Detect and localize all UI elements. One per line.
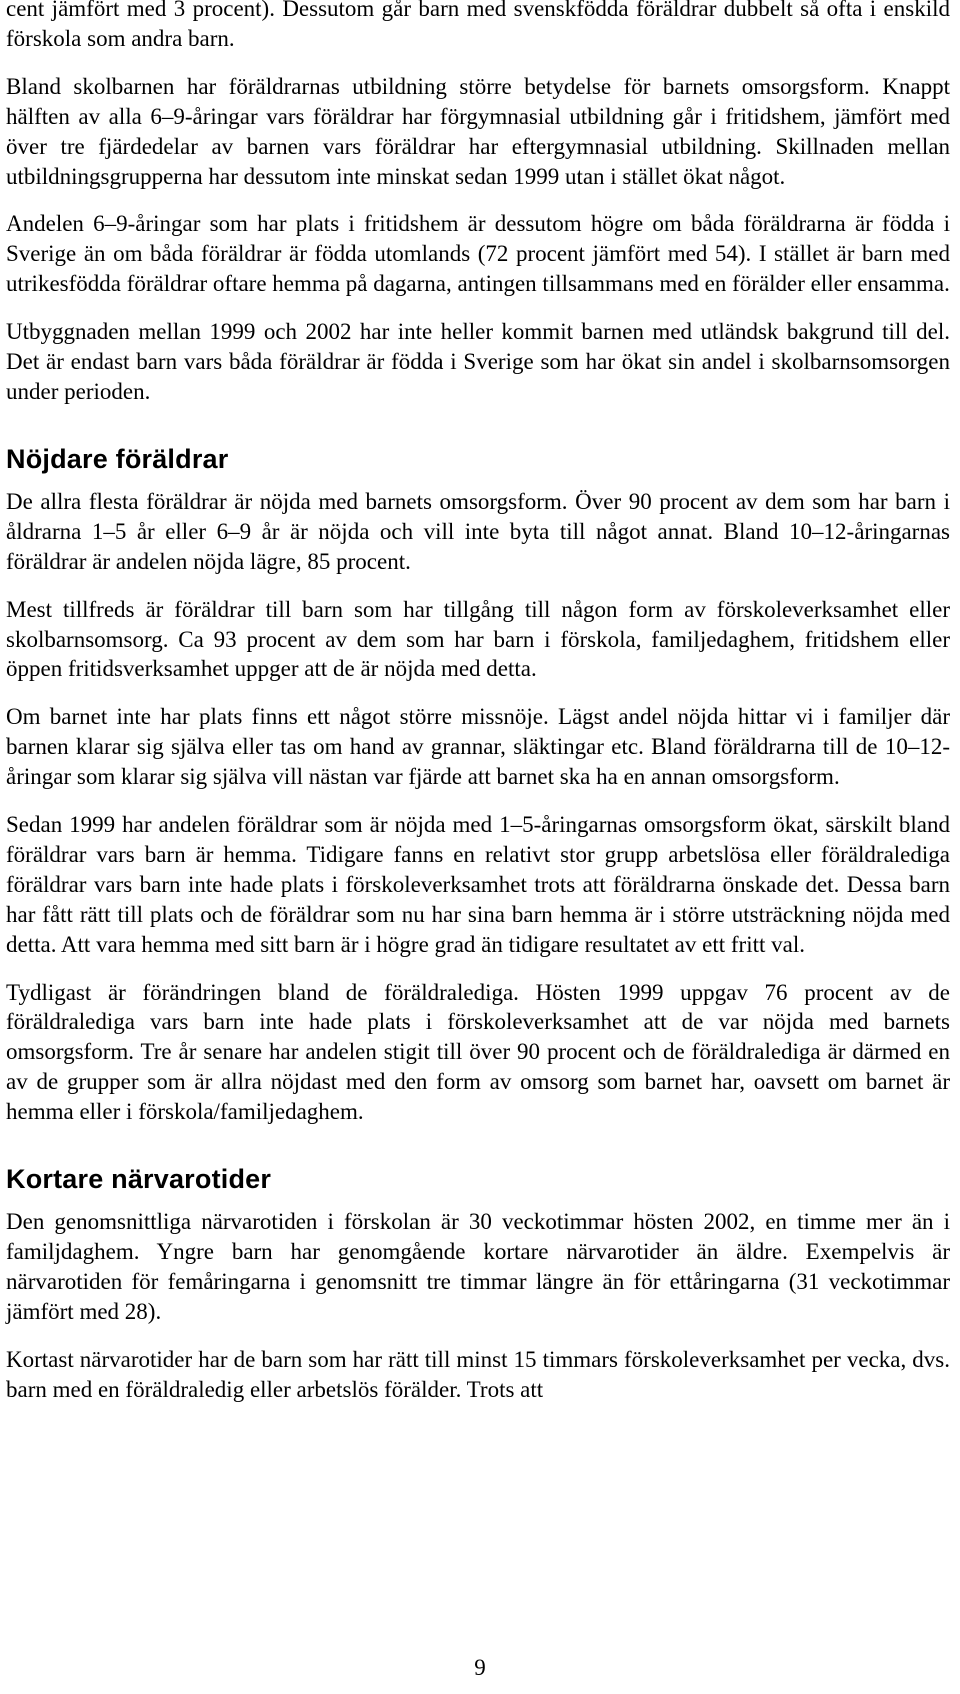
body-paragraph: Utbyggnaden mellan 1999 och 2002 har inte heller kommit barnen med utländsk bakgrund till del. Det är endast barn vars båda föräldrar är födda i Sverige som har ökat sin andel i skolbarnsomsorgen under perioden. [6, 319, 950, 404]
body-paragraph: Om barnet inte har plats finns ett något större missnöje. Lägst andel nöjda hittar vi i familjer där barnen klarar sig själva eller tas om hand av grannar, släktingar etc. Bland föräldrarna till de 10–12-åringar som klarar sig själva vill nästan var fjärde att barnet ska ha en annan omsorgsform. [6, 704, 950, 790]
page-number: 9 [474, 1655, 486, 1680]
body-paragraph: Tydligast är förändringen bland de föräldralediga. Hösten 1999 uppgav 76 procent av de föräldralediga vars barn inte hade plats i förskoleverksamhet att de var nöjda med barnets omsorgsform. Tre år senare har andelen stigit till över 90 procent och de föräldralediga är därmed en av de grupper som är allra nöjdast med den form av omsorg som barnet har, oavsett om barnet är hemma eller i förskola/familjedaghem. [6, 979, 950, 1125]
body-paragraph: Mest tillfreds är föräldrar till barn som har tillgång till någon form av förskoleverksamhet eller skolbarnsomsorg. Ca 93 procent av dem som har barn i förskola, familjedaghem, fritidshem eller öppen fritidsverksamhet uppger att de är nöjda med detta. [6, 596, 950, 682]
body-paragraph: Sedan 1999 har andelen föräldrar som är nöjda med 1–5-åringarnas omsorgsform ökat, särskilt bland föräldrar vars barn är hemma. Tidigare fanns en relativt stor grupp arbetslösa eller föräldralediga föräldrar vars barn inte hade plats i förskoleverksamhet trots att föräldrarna önskade det. Dessa barn har fått rätt till plats och de föräldrar som nu har sina barn hemma är i större utsträckning nöjda med detta. Att vara hemma med sitt barn är i högre grad än tidigare resultatet av ett fritt val. [6, 812, 950, 957]
body-paragraph: Bland skolbarnen har föräldrarnas utbildning större betydelse för barnets omsorgsform. Knappt hälften av alla 6–9-åringar vars föräldrar har förgymnasial utbildning går i fritidshem, jämfört med över tre fjärdedelar av barnen vars föräldrar har eftergymnasial utbildning. Skillnaden mellan utbildningsgrupperna har dessutom inte minskat sedan 1999 utan i stället ökat något. [6, 73, 950, 189]
body-paragraph: Kortast närvarotider har de barn som har rätt till minst 15 timmars förskoleverksamhet per vecka, dvs. barn med en föräldraledig eller arbetslös förälder. Trots att [6, 1346, 950, 1402]
body-paragraph: Den genomsnittliga närvarotiden i förskolan är 30 veckotimmar hösten 2002, en timme mer än i familjdaghem. Yngre barn har genomgående kortare närvarotider än äldre. Exempelvis är närvarotiden för femåringarna i genomsnitt tre timmar längre än för ettåringarna (31 veckotimmar jämfört med 28). [6, 1209, 950, 1324]
body-paragraph: cent jämfört med 3 procent). Dessutom går barn med svenskfödda föräldrar dubbelt så ofta i enskild förskola som andra barn. [6, 0, 950, 51]
page-body [6, 0, 950, 1423]
section-heading: Nöjdare föräldrar [6, 443, 229, 474]
section-heading: Kortare närvarotider [6, 1164, 272, 1195]
body-paragraph: Andelen 6–9-åringar som har plats i fritidshem är dessutom högre om båda föräldrarna är födda i Sverige än om båda föräldrar är födda utomlands (72 procent jämfört med 54). I stället är barn med utrikesfödda föräldrar oftare hemma på dagarna, antingen tillsammans med en förälder eller ensamma. [6, 211, 950, 297]
body-paragraph: De allra flesta föräldrar är nöjda med barnets omsorgsform. Över 90 procent av dem som har barn i åldrarna 1–5 år eller 6–9 år är nöjda och vill inte byta till något annat. Bland 10–12-åringarnas föräldrar är andelen nöjda lägre, 85 procent. [6, 488, 950, 574]
